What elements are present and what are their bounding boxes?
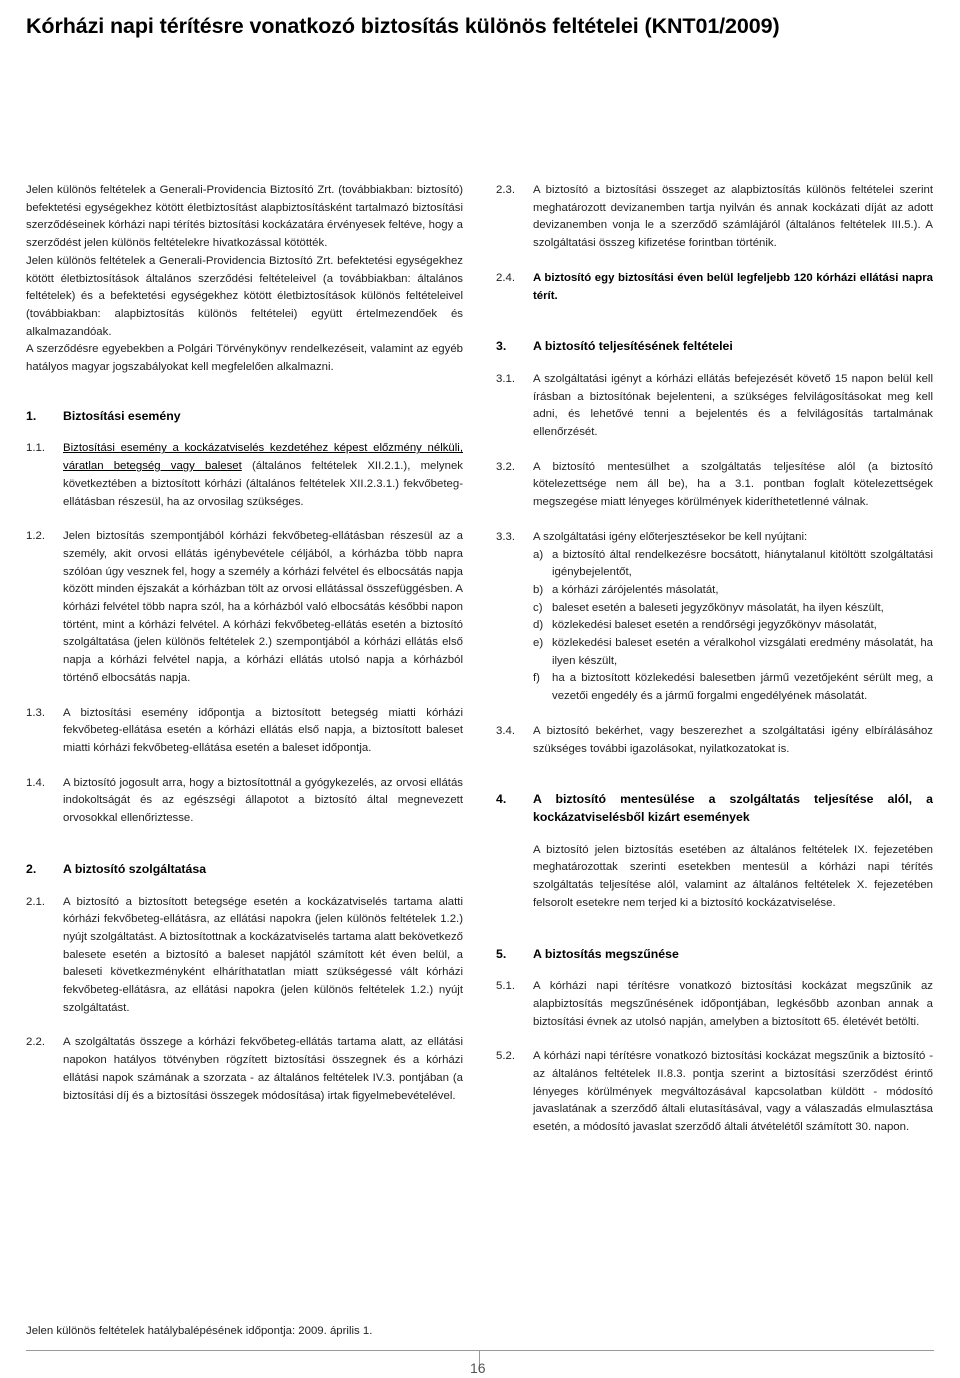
clause-text: A biztosító bekérhet, vagy beszerezhet a szolgáltatási igény elbírálásához szükséges további igazolásokat, nyilatkozatokat is. <box>533 724 933 755</box>
list-text: a kórházi zárójelentés másolatát, <box>552 583 719 596</box>
list-letter: e) <box>533 637 544 650</box>
section-title: A biztosítás megszűnése <box>533 946 679 961</box>
list-letter: a) <box>533 548 544 561</box>
clause-number: 5.1. <box>496 980 515 993</box>
section-number: 3. <box>496 339 507 354</box>
clause-1-2 <box>26 528 463 687</box>
clause-number: 1.2. <box>26 530 45 543</box>
clause-text: A biztosító a biztosított betegsége esetén a kockázatviselés tartama alatti kórházi fekvőbeteg-ellátásra, az ellátási napokra (jelen különös feltételek 1.2.) nyújt szolgáltatást. A biztosítottnak a kockázatviselés tartama alatt bekövetkező balesete esetén a biztosító a baleset napjától számított két éven belül, a baleseti következményként elháríthatatlan miatt szükségessé vált kórházi fekvőbeteg-ellátásra, az ellátási napokra (jelen különös feltételek 1.2.) nyújt szolgáltatást. <box>63 895 463 1014</box>
section-5-heading <box>496 946 933 964</box>
list-letter: b) <box>533 583 544 596</box>
clause-text: A kórházi napi térítésre vonatkozó biztosítási kockázat megszűnik az alapbiztosítás megszűnésének időpontjában, legkésőbb azonban annak a biztosítási évnek az utolsó napján, amelyben a biztosított 65. életévét betölti. <box>533 980 933 1028</box>
list-text: baleset esetén a baleseti jegyzőkönyv másolatát, ha ilyen készült, <box>552 601 884 614</box>
clause-text: (általános feltételek XII.2.1.), melynek következtében a biztosított kórházi (általános feltételek XII.2.3.1.) fekvőbeteg-ellátásban részesül, ha az orvosilag szükséges. <box>63 460 463 508</box>
clause-number: 2.4. <box>496 271 515 284</box>
list-letter: f) <box>533 672 540 685</box>
clause-number: 3.3. <box>496 530 515 543</box>
clause-number: 1.3. <box>26 706 45 719</box>
section-title: Biztosítási esemény <box>63 408 181 423</box>
clause-text: A biztosító egy biztosítási éven belül legfeljebb 120 kórházi ellátási napra térít. <box>533 271 933 302</box>
clause-text: A biztosító jogosult arra, hogy a biztosítottnál a gyógykezelés, az orvosi ellátás indokoltságát és az egészségi állapotot a biztosító által megnevezett orvosokkal ellenőriztesse. <box>63 776 463 825</box>
clause-3-2 <box>496 459 933 512</box>
clause-number: 2.2. <box>26 1036 45 1049</box>
section-title: A biztosító mentesülése a szolgáltatás teljesítése alól, a kockázatviselésből kizárt események <box>533 792 933 824</box>
section-2-heading <box>26 861 463 879</box>
footer-divider <box>26 1350 934 1351</box>
clause-text: A kórházi napi térítésre vonatkozó biztosítási kockázat megszűnik a biztosító - az általános feltételek II.8.3. pontja szerint a biztosítási szerződést érintő lényeges körülmények megváltozásával kapcsolatban küldött - módosító javaslatának a szerződő általi elutasításával, vagy a válaszadás elmulasztása esetén, a módosító javaslat szerződő általi átvételétől számított 30. napon. <box>533 1050 933 1134</box>
list-item <box>533 582 933 600</box>
clause-emphasis: Biztosítási esemény a kockázatviselés kezdetéhez képest előzmény nélküli, váratlan betegség vagy baleset <box>63 442 463 473</box>
intro-paragraph-1: Jelen különös feltételek a Generali-Providencia Biztosító Zrt. (továbbiakban: biztosító) befektetési egységekhez kötött életbiztosítást alapbiztosításként tartalmazó biztosítási szerződéseinek kórházi napi térítés biztosítási kockázatára érvényesek feltéve, hogy a szerződést jelen különös feltételekre hivatkozással kötötték. <box>26 184 463 250</box>
clause-text: A szolgáltatási igényt a kórházi ellátás befejezését követő 15 napon belül kell írásban a biztosítónak bejelenteni, a szükséges felvilágosításokat meg kell adni, és lehetővé tenni a bejelentés és a felvilágosítás tartalmának ellenőrzését. <box>533 372 933 439</box>
clause-1-1 <box>26 440 463 511</box>
clause-2-4 <box>496 270 933 305</box>
section-title: A biztosító szolgáltatása <box>63 861 207 876</box>
list-item <box>533 617 933 635</box>
clause-number: 1.4. <box>26 776 45 789</box>
clause-number: 3.1. <box>496 372 515 385</box>
clause-text: A biztosító jelen biztosítás esetében az általános feltételek IX. fejezetében meghatározottak szerinti esetekben mentesül a kórházi napi térítés szolgáltatás teljesítése alól, valamint az általános feltételek X. fejezetében felsorolt esetekre nem terjed ki a biztosító kockázatviselése. <box>533 843 933 909</box>
clause-1-4 <box>26 775 463 828</box>
list-item <box>533 600 933 618</box>
clause-5-1 <box>496 978 933 1031</box>
section-1-heading <box>26 408 463 426</box>
clause-5-2 <box>496 1048 933 1137</box>
list-text: a biztosító által rendelkezésre bocsátott, hiánytalanul kitöltött szolgáltatási igénybejelentőt, <box>552 548 933 579</box>
clause-3-4 <box>496 723 933 758</box>
section-4-body <box>496 842 933 913</box>
right-column <box>496 182 933 1137</box>
clause-text: A biztosító mentesülhet a szolgáltatás teljesítése alól (a biztosító kötelezettsége nem áll be), ha a 3.1. pontban foglalt kötelezettségek megszegése miatt lényeges körülmények kideríthetetlenné válnak. <box>533 460 933 509</box>
section-3-heading <box>496 338 933 356</box>
clause-text: A biztosítási esemény időpontja a biztosított betegség miatti kórházi fekvőbeteg-ellátása esetén a kórházi ellátás első napja, a biztosított baleset miatti kórházi fekvőbeteg-ellátása esetén a baleset időpontja. <box>63 706 463 754</box>
left-column <box>26 182 463 1105</box>
clause-2-2 <box>26 1034 463 1105</box>
list-letter: c) <box>533 601 543 614</box>
section-number: 2. <box>26 861 37 876</box>
clause-number: 2.1. <box>26 895 45 908</box>
clause-number: 5.2. <box>496 1050 515 1063</box>
clause-1-3 <box>26 705 463 758</box>
clause-3-3 <box>496 529 933 706</box>
section-4-heading <box>496 791 933 826</box>
list-item <box>533 635 933 670</box>
clause-number: 1.1. <box>26 442 45 455</box>
effective-date-note: Jelen különös feltételek hatálybalépésének időpontja: 2009. április 1. <box>26 1325 373 1337</box>
list-item <box>533 670 933 705</box>
list-text: ha a biztosított közlekedési balesetben jármű vezetőjeként sérült meg, a vezetői engedély és a jármű forgalmi engedélyének másolatát. <box>552 672 933 703</box>
list-text: közlekedési baleset esetén a véralkohol vizsgálati eredmény másolatát, ha ilyen készült, <box>552 637 933 667</box>
clause-text: A szolgáltatás összege a kórházi fekvőbeteg-ellátás tartama alatt, az ellátási napokon hatályos tötvényben rögzített biztosítási összegnek és a kórházi ellátási napok számának a szorzata - az általános feltételek IV.3. pontjában (a biztosítási díj és a biztosítási összegek módosítása) irtak figyelmebevételével. <box>63 1036 463 1102</box>
clause-number: 3.2. <box>496 460 515 473</box>
intro-paragraph-3: A szerződésre egyebekben a Polgári Törvénykönyv rendelkezéseit, valamint az egyéb hatályos magyar jogszabályokat kell megfelelően alkalmazni. <box>26 343 463 374</box>
page-title: Kórházi napi térítésre vonatkozó biztosítás különös feltételei (KNT01/2009) <box>26 14 780 38</box>
page-number: 16 <box>470 1360 486 1376</box>
clause-text: A biztosító a biztosítási összeget az alapbiztosítás különös feltételei szerint meghatározott devizanemben tartja nyilván és annak kockázati díját az adott devizanemben vonja le a szerződő számlájáról (általános feltételek III.5.). A szolgáltatási összeg kifizetése forintban történik. <box>533 184 933 250</box>
clause-text: Jelen biztosítás szempontjából kórházi fekvőbeteg-ellátásban részesül az a személy, akit orvosi ellátás igénybevétele céljából, a kórházba több napra szólóan úgy vesznek fel, hogy a személy a kórházi felvétel és elbocsátás napja között minden éjszakát a kórházban tölt az orvosi ellátással összefüggésben. A kórházi felvétel több napra szól, ha a kórházból való elbocsátás későbbi napon történt, mint a kórházi felvétel. A kórházi fekvőbeteg-ellátás esetén a biztosító szolgáltatása (jelen különös feltételek 2.) szempontjából a kórházi ellátás első napja a kórházi felvétel napja, a kórházi ellátás utolsó napja a kórházból történő elbocsátás napja. <box>63 530 463 684</box>
clause-3-1 <box>496 371 933 442</box>
list-item <box>533 547 933 582</box>
clause-2-3 <box>496 182 933 253</box>
clause-2-1 <box>26 894 463 1018</box>
clause-number: 3.4. <box>496 724 515 737</box>
clause-number: 2.3. <box>496 184 515 196</box>
list-text: közlekedési baleset esetén a rendőrségi jegyzőkönyv másolatát, <box>552 619 877 632</box>
list-letter: d) <box>533 619 544 632</box>
intro-paragraph-2: Jelen különös feltételek a Generali-Providencia Biztosító Zrt. befektetési egységekhez kötött életbiztosítások általános szerződési feltételeivel (a továbbiakban: általános feltételek) és a befektetési egységekhez kötött életbiztosítások különös feltételeivel (továbbiakban: alapbiztosítás különös feltételei) együtt értelmezendőek és alkalmazandóak. <box>26 254 463 338</box>
section-number: 4. <box>496 792 507 807</box>
section-number: 5. <box>496 946 507 961</box>
clause-text: A szolgáltatási igény előterjesztésekor be kell nyújtani: <box>533 530 808 543</box>
section-title: A biztosító teljesítésének feltételei <box>533 339 733 354</box>
section-number: 1. <box>26 408 37 423</box>
